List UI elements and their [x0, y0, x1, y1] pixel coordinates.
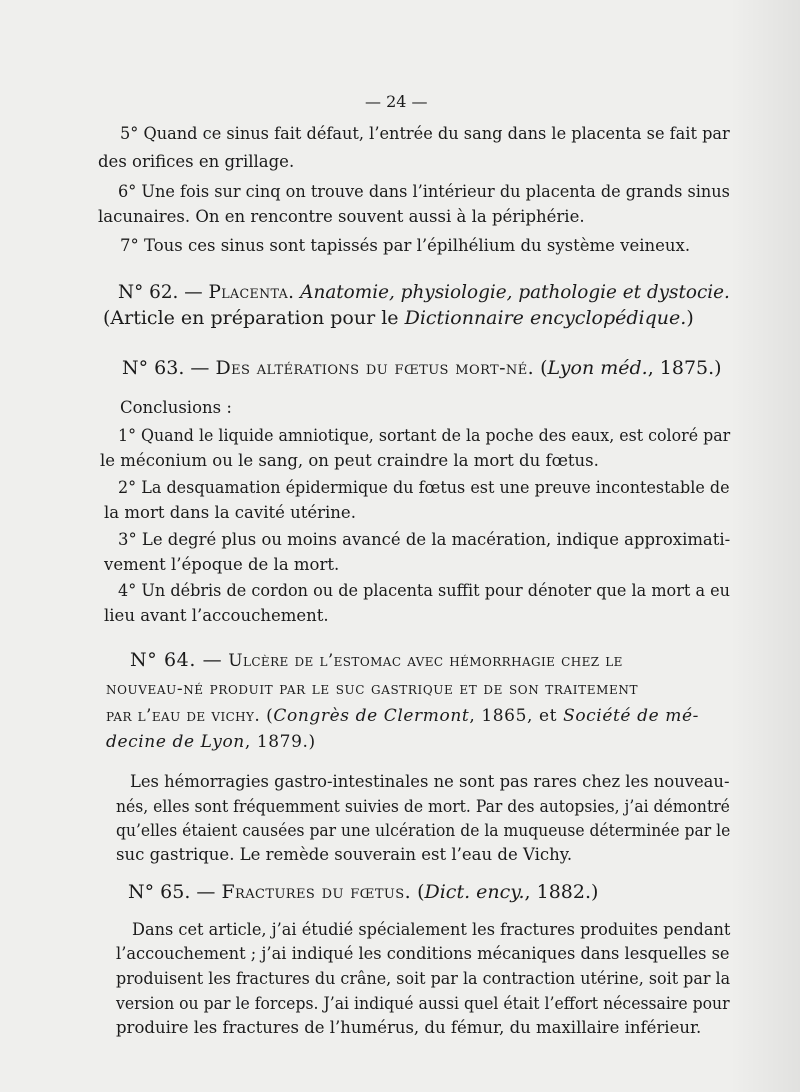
entry-62-note-text: (Article en préparation pour le — [103, 307, 399, 329]
entry-65-ref-tail: , 1882.) — [524, 881, 599, 903]
entry-65-body-line-4: version ou par le forceps. J’ai indiqué aussi quel était l’effort nécessaire pour — [116, 994, 730, 1013]
entry-64-body-line-3: qu’elles étaient causées par une ulcération de la muqueuse déterminée par le — [116, 821, 731, 840]
entry-62-subtitle: Anatomie, physiologie, pathologie et dystocie. — [300, 281, 730, 303]
entry-65-body-line-1: Dans cet article, j’ai étudié spécialement les fractures produites pendant — [132, 920, 731, 939]
entry-64-ref-mid: , 1865, et — [469, 706, 564, 726]
entry-64-title-line-3: par l’eau de vichy. — [106, 706, 261, 726]
entry-64-ref-italic-1: Congrès de Clermont — [273, 706, 470, 726]
entry-64-title-line-1: Ulcère de l’estomac avec hémorrhagie chez le — [228, 651, 623, 671]
conclusion-4-line-1: 4° Un débris de cordon ou de placenta suffit pour dénoter que la mort a eu — [118, 581, 730, 600]
page-number: — 24 — — [365, 92, 428, 111]
conclusion-2-line-2: la mort dans la cavité utérine. — [104, 503, 356, 522]
entry-64-ref-italic-3: decine de Lyon — [106, 732, 245, 752]
entry-62-note-italic: Dictionnaire encyclopédique. — [404, 307, 687, 329]
conclusion-3-line-2: vement l’époque de la mort. — [104, 555, 340, 574]
item-5-line-1: 5° Quand ce sinus fait défaut, l’entrée du sang dans le placenta se fait par — [120, 124, 730, 143]
entry-64-body-line-2: nés, elles sont fréquemment suivies de mort. Par des autopsies, j’ai démontré — [116, 797, 730, 816]
entry-62-heading — [118, 282, 730, 302]
entry-64-ref-open: ( — [260, 706, 274, 726]
item-6-line-2: lacunaires. On en rencontre souvent aussi à la périphérie. — [98, 207, 585, 226]
entry-65-ref-open: ( — [417, 881, 425, 903]
entry-64-heading-line-4 — [106, 732, 316, 752]
entry-65-ref-italic: Dict. ency. — [424, 881, 525, 903]
conclusion-4-line-2: lieu avant l’accouchement. — [104, 606, 329, 625]
item-7-line-1: 7° Tous ces sinus sont tapissés par l’épilhélium du système veineux. — [120, 236, 691, 255]
conclusion-1-line-2: le méconium ou le sang, on peut craindre la mort du fœtus. — [100, 451, 599, 470]
entry-65-number: N° 65. — — [128, 881, 216, 903]
entry-65-heading — [128, 882, 598, 902]
entry-63-conclusions-label: Conclusions : — [120, 398, 232, 417]
entry-63-ref-italic: Lyon méd. — [547, 357, 648, 379]
entry-63-heading — [122, 358, 722, 378]
entry-62-note-close: ) — [686, 307, 694, 329]
entry-65-title: Fractures du fœtus. — [221, 881, 412, 903]
conclusion-3-line-1: 3° Le degré plus ou moins avancé de la macération, indique approximati- — [118, 530, 731, 549]
entry-62-number: N° 62. — — [118, 281, 203, 303]
entry-64-body-line-4: suc gastrique. Le remède souverain est l’eau de Vichy. — [116, 845, 573, 864]
entry-64-number: N° 64. — — [130, 649, 223, 671]
entry-63-number: N° 63. — — [122, 357, 210, 379]
entry-63-ref-tail: , 1875.) — [647, 357, 722, 379]
entry-64-ref-italic-2: Société de mé- — [563, 706, 699, 726]
entry-65-body-line-5: produire les fractures de l’humérus, du fémur, du maxillaire inférieur. — [116, 1018, 702, 1037]
entry-65-body-line-2: l’accouchement ; j’ai indiqué les conditions mécaniques dans lesquelles se — [116, 944, 730, 963]
conclusion-1-line-1: 1° Quand le liquide amniotique, sortant de la poche des eaux, est coloré par — [118, 426, 731, 445]
item-6-line-1: 6° Une fois sur cinq on trouve dans l’intérieur du placenta de grands sinus — [118, 182, 730, 201]
conclusion-2-line-1: 2° La desquamation épidermique du fœtus est une preuve incontestable de — [118, 478, 730, 497]
entry-64-ref-tail: , 1879.) — [244, 732, 316, 752]
entry-63-title: Des altérations du fœtus mort-né. — [215, 357, 535, 379]
item-5-line-2: des orifices en grillage. — [98, 152, 295, 171]
entry-64-title-line-2: nouveau-né produit par le suc gastrique et de son traitement — [106, 679, 639, 699]
entry-62-title: Placenta. — [208, 281, 295, 303]
page-edge-shadow — [730, 0, 800, 1092]
entry-65-body-line-3: produisent les fractures du crâne, soit par la contraction utérine, soit par la — [116, 969, 731, 988]
entry-64-body-line-1: Les hémorragies gastro-intestinales ne sont pas rares chez les nouveau- — [130, 772, 730, 791]
entry-62-note — [103, 308, 694, 328]
entry-64-heading-line-3 — [106, 706, 699, 726]
entry-63-ref-open: ( — [540, 357, 548, 379]
entry-64-heading-line-1 — [130, 650, 623, 671]
